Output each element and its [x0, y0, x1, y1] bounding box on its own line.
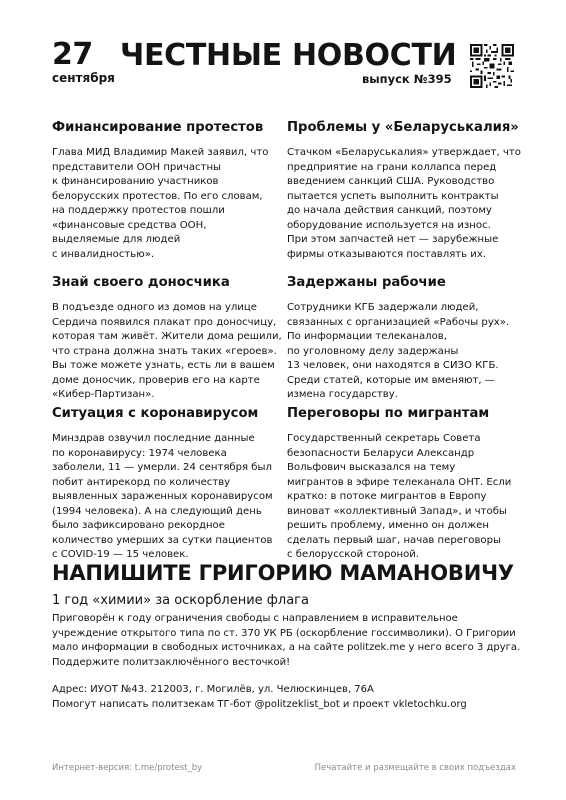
- issue-number: выпуск №395: [362, 72, 452, 86]
- newspaper-title: ЧЕСТНЫЕ НОВОСТИ: [120, 38, 457, 73]
- article-migrants: [287, 406, 527, 563]
- article-heading: Проблемы у «Беларуськалия»: [287, 120, 519, 135]
- issue-day: 27: [52, 37, 93, 72]
- appeal-address: Адрес: ИУОТ №43. 212003, г. Могилёв, ул. Челюскинцев, 76А Помогут написать политзекам ТГ-бот @politzeklist_bot и проект vkletochku.org: [52, 684, 467, 710]
- article-coronavirus: [52, 406, 290, 563]
- article-workers-detained: [287, 275, 527, 403]
- article-text: Стачком «Беларуськалия» утверждает, что предприятие на грани коллапса перед введением санкций США. Руководство пытается успеть выполнить контракты до начала действия санкций, поэтому оборудование используется на износ. При этом запчастей нет — зарубежные фирмы отказываются поставлять их.: [287, 147, 521, 260]
- footer-online-link: Интернет-версия: t.me/protest_by: [52, 763, 203, 773]
- article-informer: [52, 275, 290, 403]
- article-belaruskali: [287, 120, 527, 262]
- article-protest-financing: [52, 120, 290, 262]
- article-text: В подъезде одного из домов на улице Сердича появился плакат про доносчицу, которая там живёт. Жители дома решили, что страна должна знать таких «героев». Вы тоже можете узнать, есть ли в вашем доме доносчик, проверив его на карте «Кибер-Партизан».: [52, 302, 282, 400]
- article-text: Государственный секретарь Совета безопасности Беларуси Александр Вольфович высказался на тему мигрантов в эфире телеканала ОНТ. Если кратко: в потоке мигрантов в Европу виноват «коллективный Запад», и чтобы решить проблему, именно он должен сделать первый шаг, начав переговоры с белорусской стороной.: [287, 433, 512, 560]
- appeal-title: НАПИШИТЕ ГРИГОРИЮ МАМАНОВИЧУ: [52, 561, 514, 585]
- article-text: Сотрудники КГБ задержали людей, связанных с организацией «Рабочы рух». По информации телеканалов, по уголовному делу задержаны 13 человек, они находятся в СИЗО КГБ. Среди статей, которые им вменяют, — измена государству.: [287, 302, 510, 400]
- article-text: Минздрав озвучил последние данные по коронавирусу: 1974 человека заболели, 11 — умерли. 24 сентября был побит антирекорд по количеству выявленных зараженных коронавирусом (1994 человека). А на следующий день было зафиксировано рекордное количество умерших за сутки пациентов с COVID-19 — 15 человек.: [52, 433, 273, 560]
- article-heading: Финансирование протестов: [52, 120, 264, 135]
- appeal-subtitle: 1 год «химии» за оскорбление флага: [52, 593, 309, 608]
- issue-month: сентября: [52, 71, 115, 85]
- article-heading: Знай своего доносчика: [52, 275, 230, 290]
- appeal-text: Приговорён к году ограничения свободы с направлением в исправительное учреждение открытого типа по ст. 370 УК РБ (оскорбление госсимволики). О Григории мало информации в свободных источниках, а на сайте politzek.me у него всего 3 друга. Поддержите политзаключённого весточкой!: [52, 613, 521, 668]
- article-heading: Задержаны рабочие: [287, 275, 446, 290]
- article-text: Глава МИД Владимир Макей заявил, что представители ООН причастны к финансированию участников белорусских протестов. По его словам, на поддержку протестов пошли «финансовые средства ООН, выделяемые для людей с инвалидностью».: [52, 147, 269, 260]
- footer-print-note: Печатайте и размещайте в своих подъездах: [314, 763, 516, 773]
- qr-code-icon: [470, 44, 514, 88]
- article-heading: Ситуация с коронавирусом: [52, 406, 259, 421]
- article-heading: Переговоры по мигрантам: [287, 406, 490, 421]
